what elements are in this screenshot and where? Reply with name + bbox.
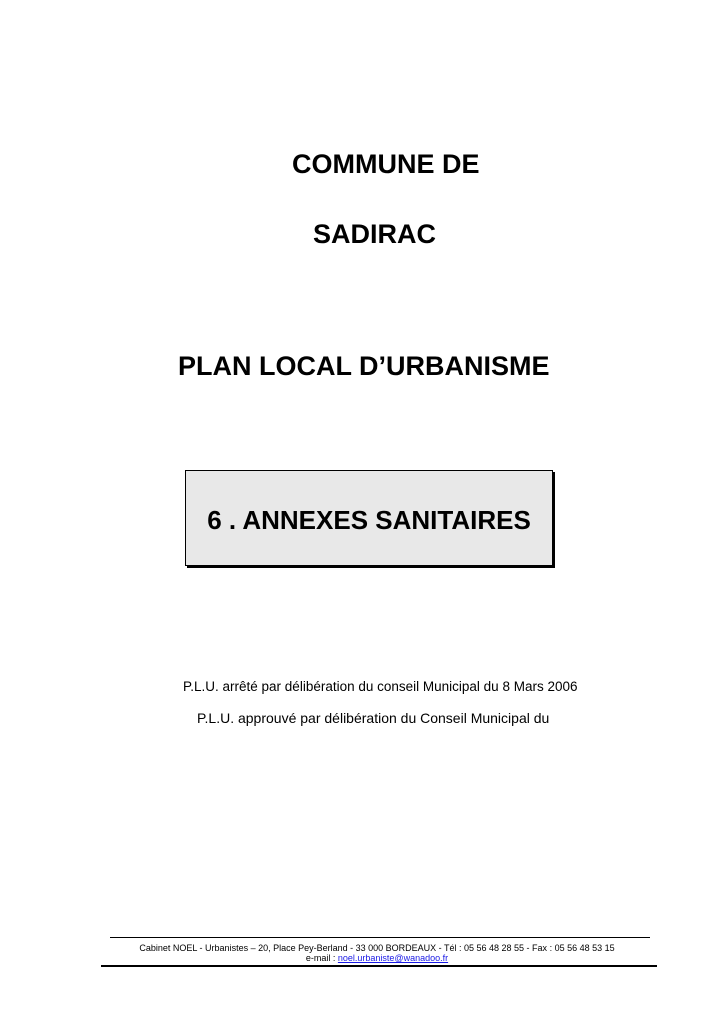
annex-title: 6 . ANNEXES SANITAIRES <box>207 505 531 535</box>
annex-title-box <box>185 470 553 566</box>
commune-name: SADIRAC <box>313 219 437 249</box>
document-title: PLAN LOCAL D’URBANISME <box>178 351 550 381</box>
deliberation-arrete-text: P.L.U. arrêté par délibération du conseil Municipal du 8 Mars 2006 <box>183 679 578 694</box>
footer-divider-bottom <box>101 965 657 967</box>
footer-divider-top <box>110 937 650 938</box>
deliberation-approuve-text: P.L.U. approuvé par délibération du Conseil Municipal du <box>197 710 550 726</box>
commune-label: COMMUNE DE <box>292 149 480 179</box>
footer-address: Cabinet NOEL - Urbanistes – 20, Place Pey-Berland - 33 000 BORDEAUX - Tél : 05 56 48 28 55 - Fax : 05 56 48 53 15 <box>139 943 615 953</box>
footer-email-label: e-mail : <box>305 953 338 963</box>
footer-email-link[interactable]: noel.urbaniste@wanadoo.fr <box>337 953 449 963</box>
footer-email-line <box>15 953 724 964</box>
